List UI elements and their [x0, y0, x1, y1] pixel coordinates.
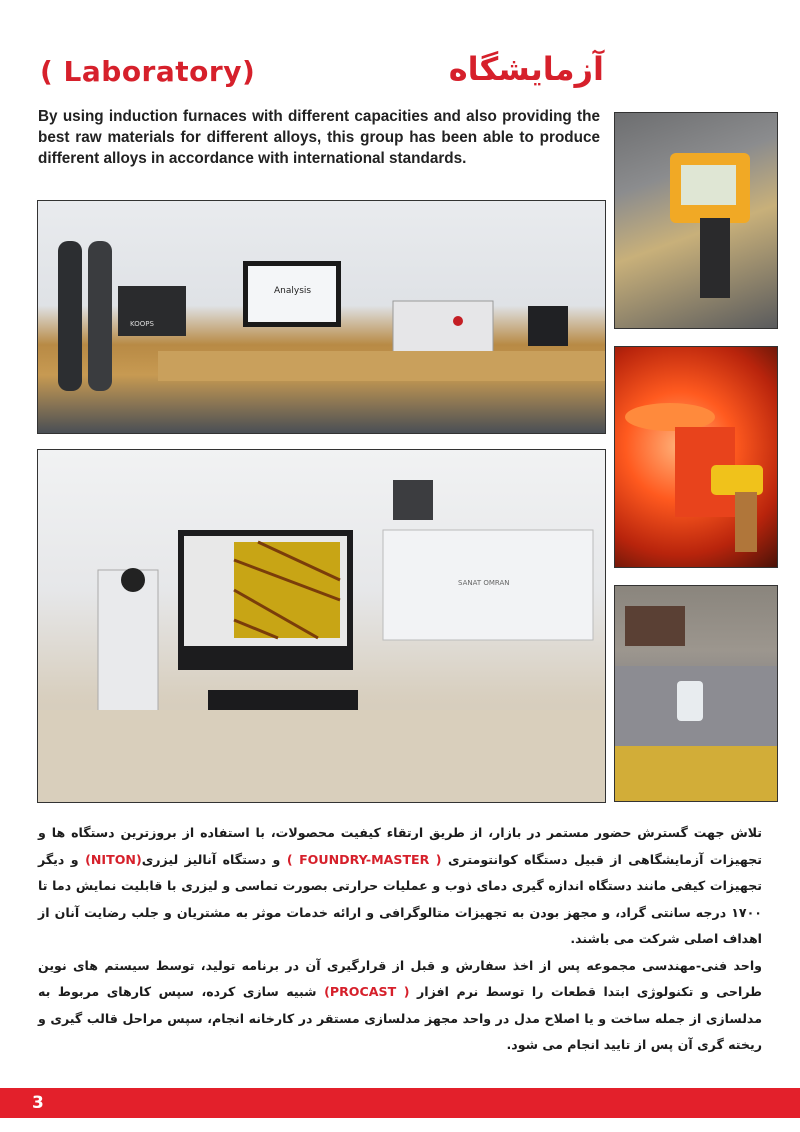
title-english: ( Laboratory) [40, 55, 256, 88]
machine-label: SANAT OMRAN [458, 579, 510, 587]
lab-spectrometer-illustration [38, 201, 605, 433]
spectrometer-button [453, 316, 463, 326]
koops-label: KOOPS [130, 320, 154, 328]
microscope-body [98, 570, 158, 720]
analyzer-handle [700, 218, 730, 298]
niton-label: (NITON) [85, 851, 142, 867]
temperature-measurement-photo [614, 346, 778, 568]
analyzer-screen [681, 165, 736, 205]
machine-display [393, 480, 433, 520]
casting-inspection-illustration [615, 586, 777, 801]
casting-inspection-photo [614, 585, 778, 802]
paragraph-equipment: تلاش جهت گسترش حضور مستمر در بازار، از طریق ارتقاء کیفیت محصولات، با استفاده از بروزترین دستگاه ها و تجهیزات آزمایشگاهی از قبیل دستگاه کوانتومتری ( FOUNDRY-MASTER ) و دستگاه آنالیز لیزری(NITON) و دیگر تجهیزات کیفی مانند دستگاه اندازه گیری دمای ذوب و عملیات حرارتی بصورت تماسی و لیزری با قابلیت نمایش دما تا ۱۷۰۰ درجه سانتی گراد، و مجهز بودن به تجهیزات متالوگرافی و ارائه خدمات موثر به مشتریان و جلب رضایت آنان از اهداف اصلی شرکت می باشند. [38, 825, 762, 946]
procast-label: ( PROCAST) [324, 984, 410, 999]
monitor-analysis-text: Analysis [274, 286, 312, 296]
lab-metallography-illustration [38, 450, 605, 802]
desk-surface [158, 351, 605, 381]
lab-metallography-photo [37, 449, 606, 803]
handheld-analyzer [677, 681, 703, 721]
body-text-persian [38, 820, 762, 1059]
footer-bar [0, 1088, 800, 1118]
title-persian: آزمایشگاه [448, 50, 604, 88]
hand [735, 492, 757, 552]
gas-cylinder-2 [88, 241, 112, 391]
paragraph-engineering: واحد فنی-مهندسی مجموعه پس از اخذ سفارش و قبل از قرارگیری آن در برنامه تولید، توسط سیستم های نوین طراحی و تکنولوژی ابتدا قطعات را توسط نرم افزار ( PROCAST) شبیه سازی کرده، سپس کارهای مربوط به مدلسازی از جمله ساخت و یا اصلاح مدل در واحد مجهز مدلسازی مستقر در کارخانه انجام، سپس مراحل قالب گیری و ریخته گری آن پس از تایید انجام می شود. [38, 957, 763, 1052]
foundry-master-label: ( FOUNDRY-MASTER ) [286, 851, 442, 867]
desk-surface [38, 710, 605, 802]
xrf-analyzer-photo [614, 112, 778, 329]
koops-device [118, 286, 186, 336]
laser-thermometer [711, 465, 763, 495]
yellow-mold [615, 746, 777, 801]
xrf-analyzer-illustration [615, 113, 777, 328]
hot-casting-top [625, 403, 715, 431]
temperature-measurement-illustration [615, 347, 777, 567]
page-number: 3 [32, 1093, 44, 1113]
intro-paragraph-english: By using induction furnaces with different capacities and also providing the best raw materials for different alloys, this group has been able to produce different alloys in accordance with international standards. [38, 108, 600, 167]
lab-spectrometer-photo [37, 200, 606, 434]
background-material [625, 606, 685, 646]
printer [528, 306, 568, 346]
gas-cylinder [58, 241, 82, 391]
microscope-eyepiece [121, 568, 145, 592]
